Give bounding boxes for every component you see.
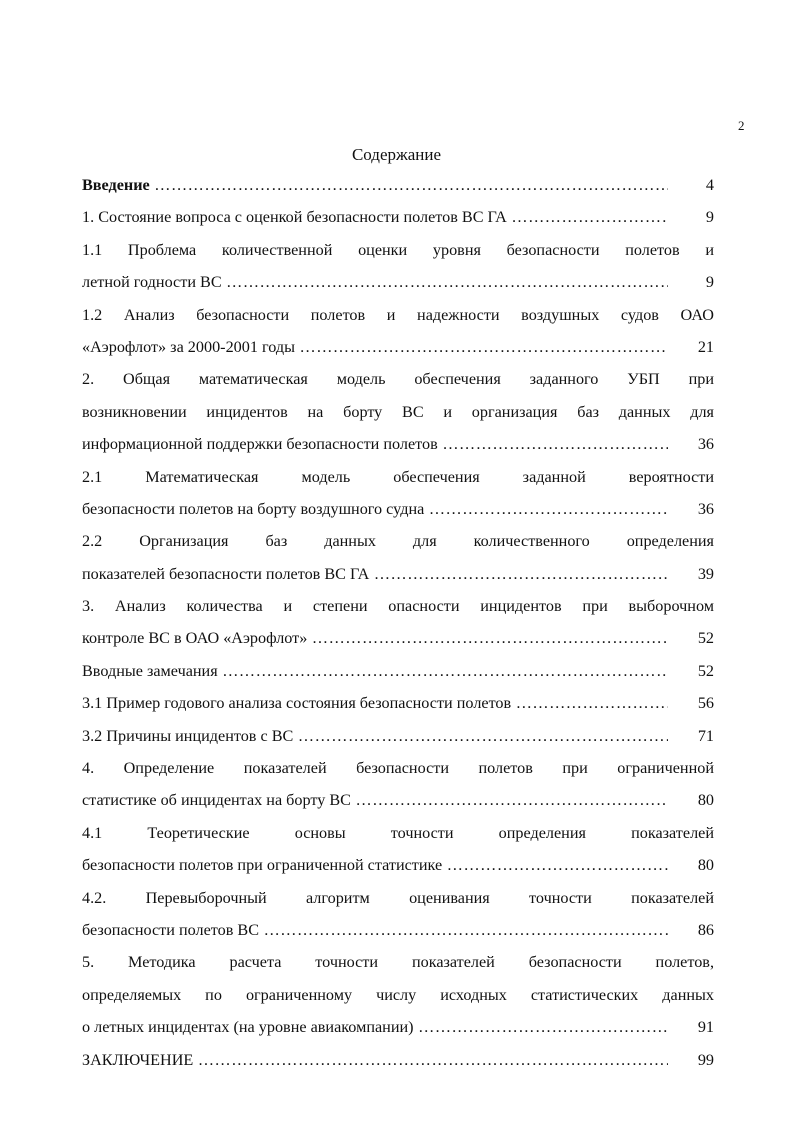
toc-page-number: 80 bbox=[697, 791, 714, 810]
toc-entry-text: статистике об инцидентах на борту ВС bbox=[82, 791, 351, 810]
toc-entry bbox=[82, 174, 714, 206]
toc-entry-label bbox=[82, 725, 668, 748]
toc-entry-text: о летных инцидентах (на уровне авиакомпании) bbox=[82, 1018, 414, 1037]
toc-entry bbox=[82, 498, 714, 530]
toc-entry-line: возникновении инцидентов на борту ВС и организация баз данных для bbox=[82, 402, 714, 421]
toc-page-number: 99 bbox=[697, 1050, 714, 1069]
toc-entry bbox=[82, 725, 714, 757]
toc-entry-text: безопасности полетов на борту воздушного судна bbox=[82, 499, 425, 518]
toc-page-number: 91 bbox=[697, 1018, 714, 1037]
toc-entry bbox=[82, 563, 714, 595]
toc-entry-label bbox=[82, 919, 668, 942]
toc-entry bbox=[82, 1016, 714, 1048]
toc-entry-label bbox=[82, 627, 668, 650]
toc-entry-line: 4.1 Теоретические основы точности определения показателей bbox=[82, 823, 714, 842]
page-number: 2 bbox=[738, 118, 745, 133]
toc-entry-line: определяемых по ограниченному числу исходных статистических данных bbox=[82, 985, 714, 1004]
toc-entry bbox=[82, 789, 714, 821]
toc-entry-label bbox=[82, 433, 668, 456]
toc-entry-label bbox=[82, 1016, 668, 1039]
toc-entry bbox=[82, 854, 714, 886]
toc-entry bbox=[82, 1049, 714, 1081]
toc-page-number: 80 bbox=[697, 856, 714, 875]
toc-entry-text: летной годности ВС bbox=[82, 273, 222, 292]
toc-page-number: 86 bbox=[697, 920, 714, 939]
toc-entry-label bbox=[82, 336, 668, 359]
toc-entry-text: контроле ВС в ОАО «Аэрофлот» bbox=[82, 629, 308, 648]
toc-entry-label bbox=[82, 692, 668, 715]
toc-entry bbox=[82, 692, 714, 724]
toc-entry bbox=[82, 433, 714, 465]
toc-entry-text: безопасности полетов при ограниченной статистике bbox=[82, 856, 443, 875]
toc-entry-line: 2.1 Математическая модель обеспечения заданной вероятности bbox=[82, 467, 714, 486]
toc-entry-label bbox=[82, 854, 668, 877]
toc-entry-label bbox=[82, 563, 668, 586]
toc-entry-label bbox=[82, 271, 668, 294]
toc-page-number: 36 bbox=[697, 499, 714, 518]
toc-page-number: 36 bbox=[697, 435, 714, 454]
toc-entry-text: показателей безопасности полетов ВС ГА bbox=[82, 564, 370, 583]
toc-entry-line: 3. Анализ количества и степени опасности инцидентов при выборочном bbox=[82, 597, 714, 616]
toc-entry-line: 2. Общая математическая модель обеспечения заданного УБП при bbox=[82, 370, 714, 389]
toc-entry-line: 1.1 Проблема количественной оценки уровня безопасности полетов и bbox=[82, 240, 714, 259]
toc-entry-label bbox=[82, 206, 668, 229]
toc-entry-line: 1.2 Анализ безопасности полетов и надежности воздушных судов ОАО bbox=[82, 305, 714, 324]
toc-entry-text: безопасности полетов ВС bbox=[82, 920, 260, 939]
toc-page-number: 71 bbox=[697, 726, 714, 745]
table-of-contents bbox=[82, 174, 714, 1081]
toc-entry-text: 3.1 Пример годового анализа состояния безопасности полетов bbox=[82, 694, 512, 713]
toc-entry-text: ЗАКЛЮЧЕНИЕ bbox=[82, 1050, 194, 1069]
page-title: Содержание bbox=[351, 145, 442, 164]
toc-entry-label bbox=[82, 660, 668, 683]
toc-entry-label bbox=[82, 789, 668, 812]
toc-page-number: 56 bbox=[697, 694, 714, 713]
toc-page-number: 39 bbox=[697, 564, 714, 583]
toc-entry-line: 4.2. Перевыборочный алгоритм оценивания точности показателей bbox=[82, 888, 714, 907]
toc-entry-label bbox=[82, 498, 668, 521]
toc-entry bbox=[82, 627, 714, 659]
toc-page-number: 4 bbox=[705, 176, 714, 194]
toc-entry bbox=[82, 919, 714, 951]
toc-entry-text: Вводные замечания bbox=[82, 661, 218, 680]
toc-entry bbox=[82, 271, 714, 303]
toc-page-number: 9 bbox=[705, 208, 714, 227]
toc-page-number: 9 bbox=[705, 273, 714, 292]
toc-entry-line: 4. Определение показателей безопасности полетов при ограниченной bbox=[82, 759, 714, 778]
toc-entry-label bbox=[82, 1049, 668, 1072]
toc-entry-text: Введение bbox=[82, 176, 150, 194]
toc-entry-text: 3.2 Причины инцидентов с ВС bbox=[82, 726, 294, 745]
toc-entry-label bbox=[82, 174, 668, 197]
toc-entry-line: 2.2 Организация баз данных для количественного определения bbox=[82, 532, 714, 551]
toc-entry bbox=[82, 336, 714, 368]
toc-entry-text: 1. Состояние вопроса с оценкой безопасности полетов ВС ГА bbox=[82, 208, 507, 227]
toc-page-number: 21 bbox=[697, 337, 714, 356]
toc-page-number: 52 bbox=[697, 629, 714, 648]
toc-entry-line: 5. Методика расчета точности показателей безопасности полетов, bbox=[82, 953, 714, 972]
toc-entry bbox=[82, 206, 714, 238]
toc-entry-text: «Аэрофлот» за 2000-2001 годы bbox=[82, 337, 295, 356]
toc-entry bbox=[82, 660, 714, 692]
toc-entry-text: информационной поддержки безопасности полетов bbox=[82, 435, 438, 454]
toc-page-number: 52 bbox=[697, 661, 714, 680]
